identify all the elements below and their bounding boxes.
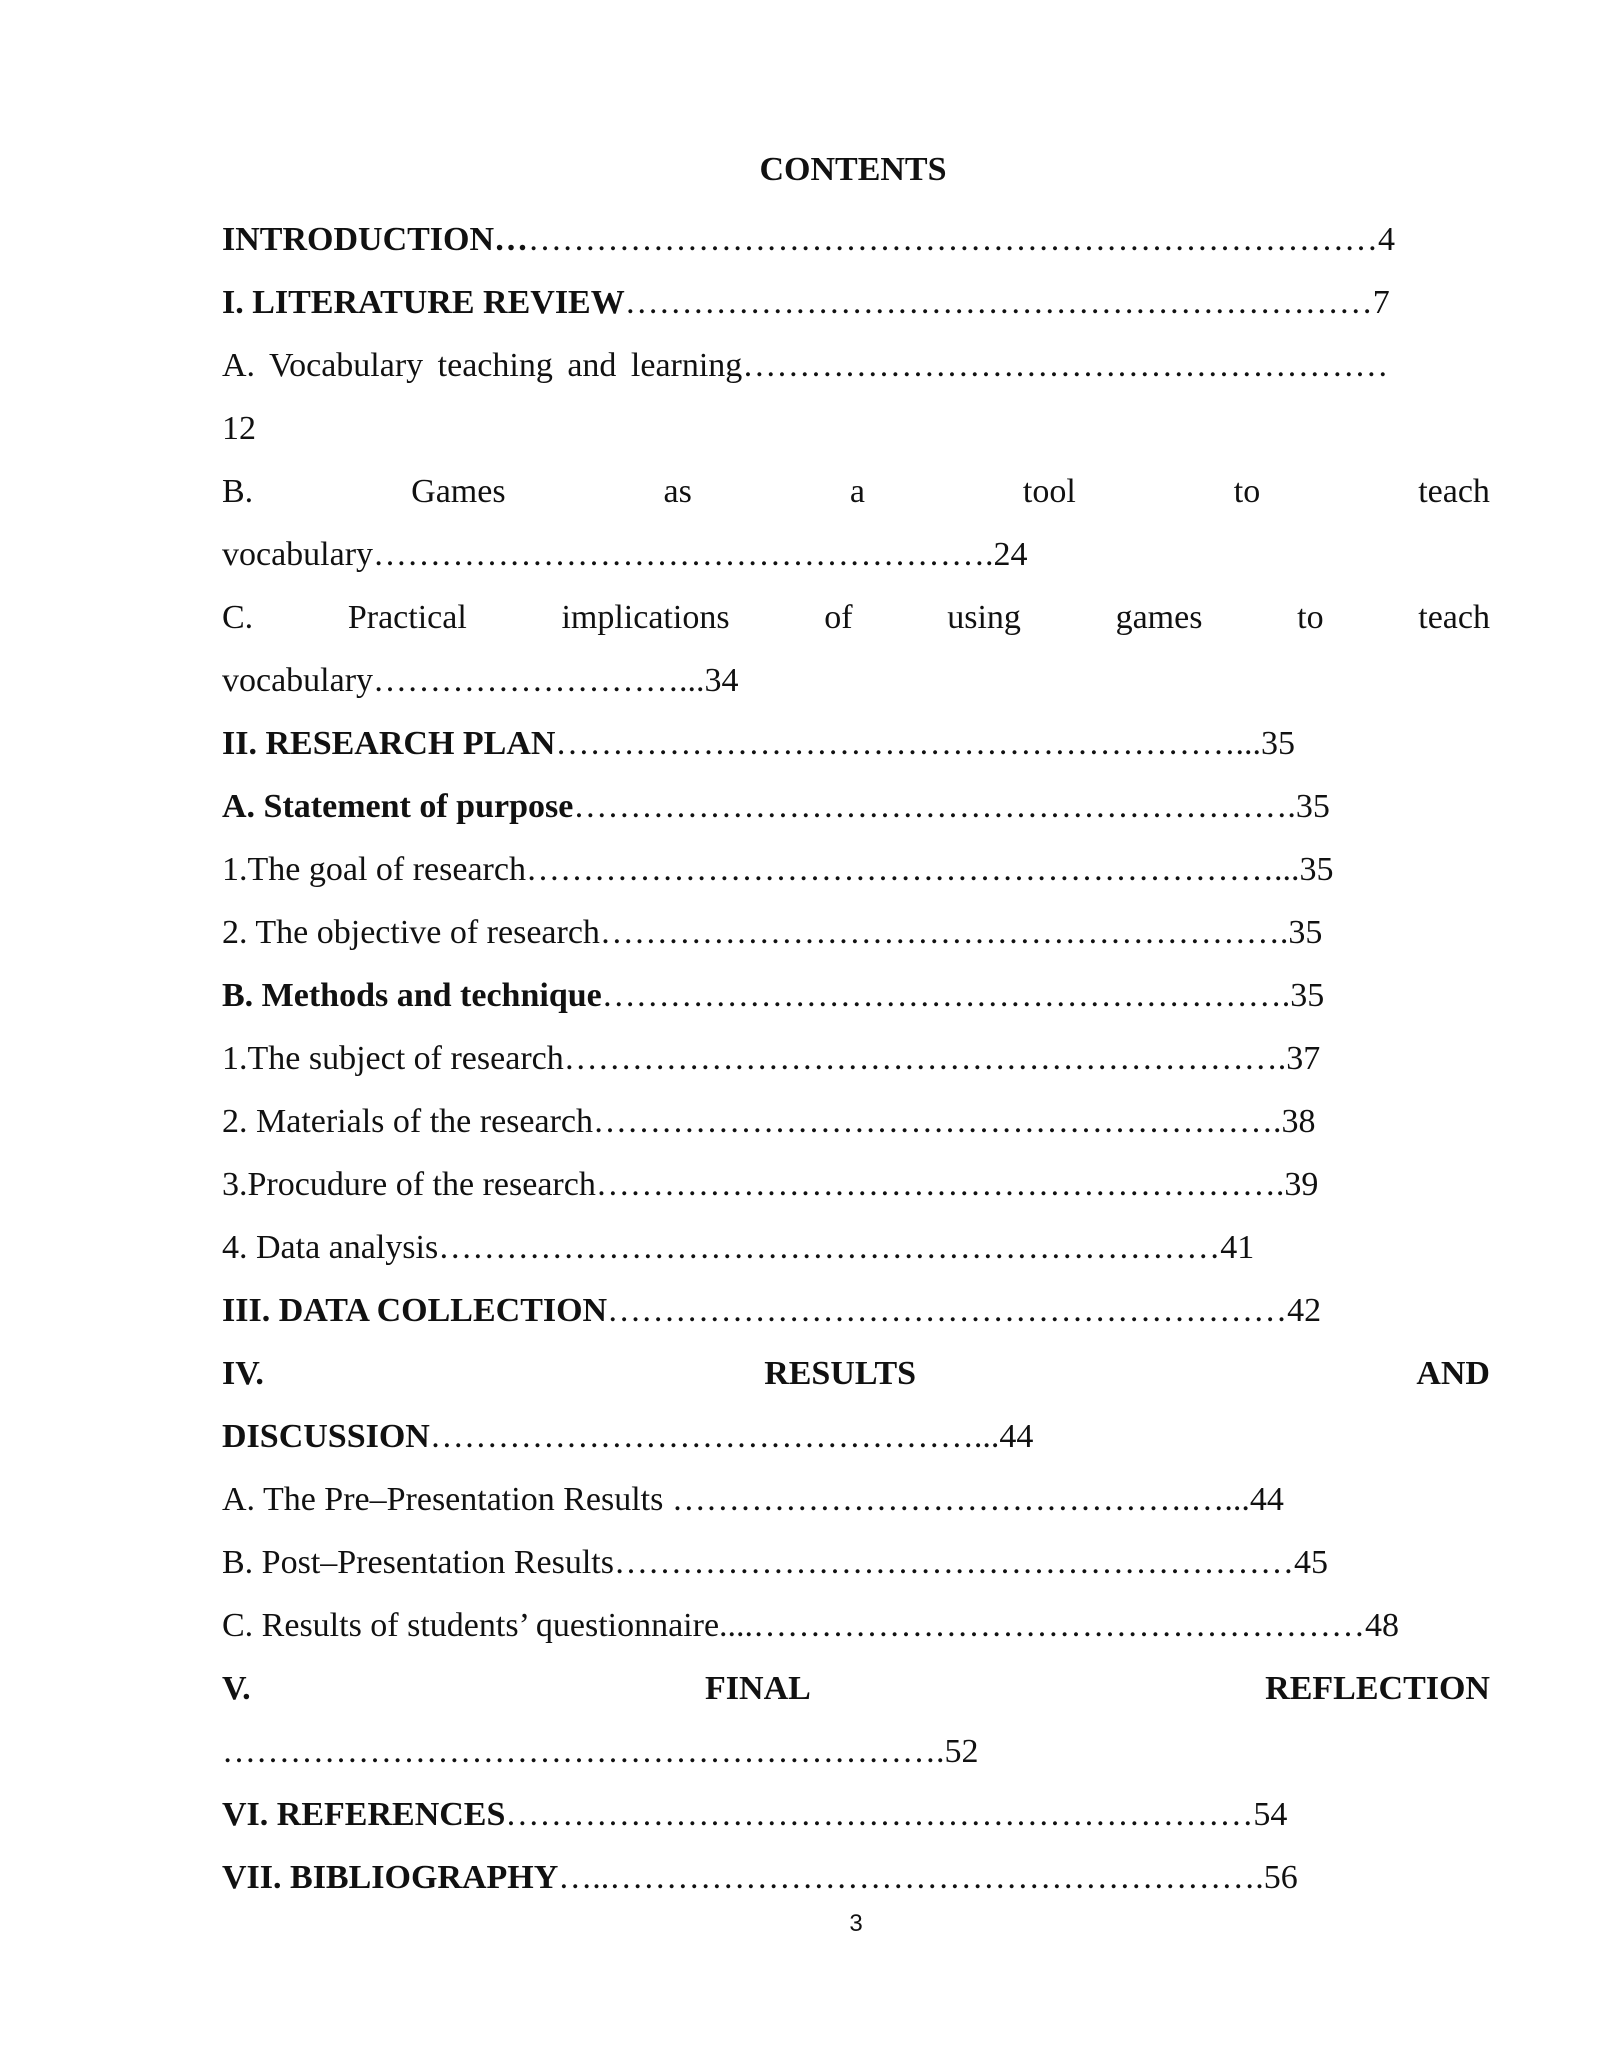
toc-label: A. Statement of purpose <box>222 788 574 825</box>
toc-entry-questionnaire-results[interactable] <box>222 1594 1490 1657</box>
toc-entry-games-as-tool-cont[interactable] <box>222 523 1490 586</box>
toc-label: 1.The subject of research <box>222 1040 564 1077</box>
toc-label: A. Vocabulary teaching and learning <box>222 347 743 384</box>
toc-entry-data-analysis[interactable] <box>222 1216 1490 1279</box>
toc-page-number: 38 <box>1281 1103 1316 1140</box>
toc-word: AND <box>1416 1355 1490 1392</box>
toc-word: implications <box>561 599 730 636</box>
toc-leader-dots: ……………………………………………………. <box>593 1103 1282 1140</box>
toc-label: 4. Data analysis <box>222 1229 439 1266</box>
toc-entry-bibliography[interactable] <box>222 1846 1490 1909</box>
toc-entry-subject-of-research[interactable] <box>222 1027 1490 1090</box>
toc-leader-dots: ……………………………………….…... <box>671 1481 1250 1518</box>
toc-entry-vocabulary-teaching[interactable] <box>222 334 1490 397</box>
toc-entry-statement-of-purpose[interactable] <box>222 775 1490 838</box>
toc-page-number: 35 <box>1260 725 1295 762</box>
toc-word: C. <box>222 599 254 636</box>
toc-leader-dots: ………………………………………………………… <box>505 1796 1254 1833</box>
toc-page-number: 44 <box>1249 1481 1284 1518</box>
toc-leader-dots: …..…………………………………………………. <box>558 1859 1264 1896</box>
toc-word: to <box>1233 473 1261 510</box>
toc-page-number: 56 <box>1263 1859 1298 1896</box>
toc-label: DISCUSSION <box>222 1418 430 1455</box>
toc-page-number: 44 <box>999 1418 1034 1455</box>
toc-label: 2. Materials of the research <box>222 1103 593 1140</box>
toc-entry-practical-implications-cont[interactable] <box>222 649 1490 712</box>
toc-word: games <box>1115 599 1203 636</box>
toc-label: B. Methods and technique <box>222 977 602 1014</box>
toc-word: teach <box>1418 473 1490 510</box>
toc-page-number: 52 <box>944 1733 979 1770</box>
contents-page <box>222 145 1490 1909</box>
toc-entry-pre-presentation-results[interactable] <box>222 1468 1490 1531</box>
toc-leader-dots: ………………………………………………………. <box>573 788 1296 825</box>
toc-leader-dots: ………………………………………………………. <box>563 1040 1287 1077</box>
toc-word: RESULTS <box>764 1355 917 1392</box>
toc-page-number: 35 <box>1290 977 1325 1014</box>
toc-page-number: 42 <box>1287 1292 1322 1329</box>
toc-label: INTRODUCTION… <box>222 221 529 258</box>
toc-word: V. <box>222 1670 251 1707</box>
toc-leader-dots: …………………………………………………………… <box>438 1229 1221 1266</box>
toc-page-number: 35 <box>1288 914 1323 951</box>
toc-entry-final-reflection[interactable] <box>222 1657 1490 1720</box>
toc-page-number: 24 <box>993 536 1028 573</box>
contents-title: CONTENTS <box>759 151 947 188</box>
toc-entry-games-as-tool[interactable] <box>222 460 1490 523</box>
toc-word: FINAL <box>705 1670 811 1707</box>
toc-entry-introduction[interactable] <box>222 208 1490 271</box>
toc-label: I. LITERATURE REVIEW <box>222 284 625 321</box>
toc-leader-dots: ………………………………………………………. <box>222 1733 945 1770</box>
toc-page-number: 7 <box>1372 284 1390 321</box>
toc-entry-practical-implications[interactable] <box>222 586 1490 649</box>
page-number: 3 <box>849 1910 863 1937</box>
toc-page-number: 4 <box>1378 221 1396 258</box>
toc-entry-literature-review[interactable] <box>222 271 1490 334</box>
toc-page-number: 35 <box>1295 788 1330 825</box>
toc-word: REFLECTION <box>1265 1670 1490 1707</box>
toc-entry-results-and-discussion-cont[interactable] <box>222 1405 1490 1468</box>
toc-leader-dots: ………………………………………………………… <box>624 284 1373 321</box>
toc-entry-post-presentation-results[interactable] <box>222 1531 1490 1594</box>
toc-entry-procedure-of-research[interactable] <box>222 1153 1490 1216</box>
toc-label: III. DATA COLLECTION <box>222 1292 608 1329</box>
toc-leader-dots: ……………………………………………………. <box>601 977 1291 1014</box>
toc-entry-final-reflection-cont[interactable] <box>222 1720 1490 1783</box>
toc-page-number: 48 <box>1365 1607 1400 1644</box>
toc-label: vocabulary <box>222 536 374 573</box>
toc-leader-dots: .……………………………………………… <box>744 1607 1366 1644</box>
toc-entry-methods-and-technique[interactable] <box>222 964 1490 1027</box>
toc-entry-references[interactable] <box>222 1783 1490 1846</box>
toc-word: using <box>947 599 1021 636</box>
toc-entry-vocabulary-teaching-page <box>222 397 1490 460</box>
toc-label: 1.The goal of research <box>222 851 526 888</box>
toc-label: B. Post–Presentation Results <box>222 1544 614 1581</box>
toc-leader-dots: ………………………... <box>373 662 705 699</box>
toc-page-number: 45 <box>1293 1544 1328 1581</box>
toc-page-number: 35 <box>1299 851 1334 888</box>
toc-page-number: 41 <box>1220 1229 1255 1266</box>
toc-word: tool <box>1022 473 1076 510</box>
toc-word: a <box>849 473 865 510</box>
toc-entry-results-and-discussion[interactable] <box>222 1342 1490 1405</box>
toc-leader-dots: ……………………………………………………. <box>595 1166 1285 1203</box>
toc-label: VII. BIBLIOGRAPHY <box>222 1859 559 1896</box>
toc-page-number: 34 <box>704 662 739 699</box>
toc-word: Practical <box>347 599 467 636</box>
toc-leader-dots: ……………………………………………………... <box>555 725 1261 762</box>
toc-entry-research-plan[interactable] <box>222 712 1490 775</box>
toc-word: as <box>663 473 692 510</box>
toc-label: C. Results of students’ questionnaire... <box>222 1607 745 1644</box>
toc-leader-dots: …………………………………………………… <box>613 1544 1294 1581</box>
toc-leader-dots: …………………………………………………… <box>607 1292 1288 1329</box>
toc-leader-dots: ………………………………………………. <box>373 536 994 573</box>
toc-label: vocabulary <box>222 662 374 699</box>
toc-page-number: 39 <box>1284 1166 1319 1203</box>
toc-leader-dots: ………………………………………………………………… <box>528 221 1379 258</box>
toc-leader-dots: ……………………………………………………. <box>599 914 1289 951</box>
toc-label: 2. The objective of research <box>222 914 600 951</box>
toc-leader-dots: …………………………………………... <box>429 1418 1000 1455</box>
toc-entry-materials-of-research[interactable] <box>222 1090 1490 1153</box>
toc-word: to <box>1297 599 1324 636</box>
toc-leader-dots: …………………………………………………………... <box>525 851 1300 888</box>
toc-word: of <box>824 599 853 636</box>
toc-word: teach <box>1418 599 1490 636</box>
toc-word: Games <box>411 473 506 510</box>
toc-label: 3.Procudure of the research <box>222 1166 596 1203</box>
toc-page-number: 12 <box>222 410 256 447</box>
toc-page-number: 54 <box>1253 1796 1288 1833</box>
toc-entry-objective-of-research[interactable] <box>222 901 1490 964</box>
toc-entry-data-collection[interactable] <box>222 1279 1490 1342</box>
toc-entry-goal-of-research[interactable] <box>222 838 1490 901</box>
toc-page-number: 37 <box>1286 1040 1321 1077</box>
toc-word: B. <box>222 473 254 510</box>
toc-label: II. RESEARCH PLAN <box>222 725 556 762</box>
toc-label: A. The Pre–Presentation Results <box>222 1481 672 1518</box>
toc-leader-dots: ………………………………………………… <box>742 347 1389 384</box>
toc-label: VI. REFERENCES <box>222 1796 506 1833</box>
toc-word: IV. <box>222 1355 264 1392</box>
